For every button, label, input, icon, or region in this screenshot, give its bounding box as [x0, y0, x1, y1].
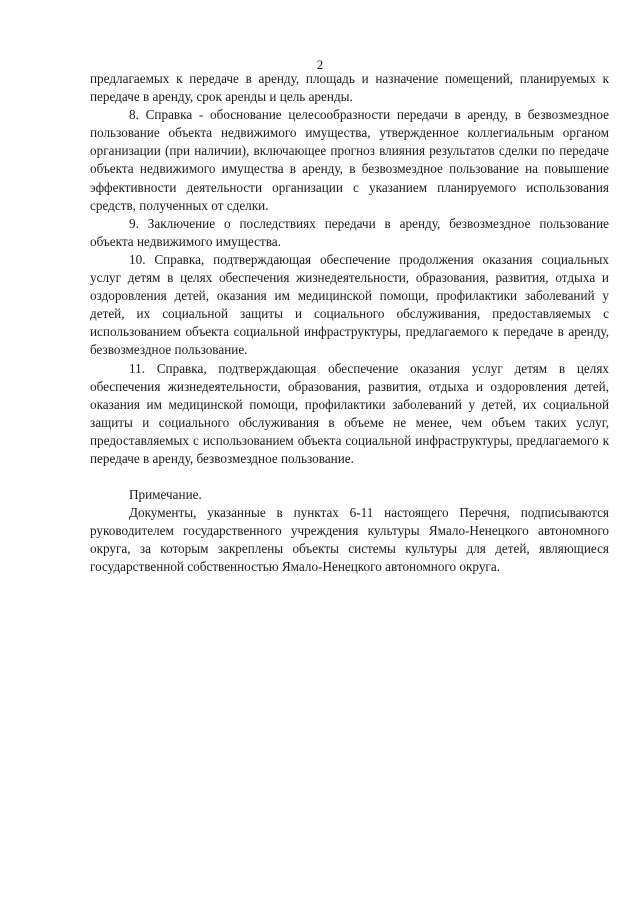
page-number: 2: [316, 57, 324, 72]
note-heading: Примечание.: [129, 487, 202, 503]
list-item-9: 9. Заключение о последствиях передачи в аренду, безвозмездное пользование объекта недвижимого имущества.: [90, 215, 609, 249]
list-item-10: 10. Справка, подтверждающая обеспечение продолжения оказания социальных услуг детям в целях обеспечения жизнедеятельности, образования, развития, отдыха и оздоровления детей, оказания им медицинской помощи, профилактики заболеваний у детей, их социальной защиты и социального обслуживания, предоставляемых с использованием объекта социальной инфраструктуры, предлагаемого к передаче в аренду, безвозмездное пользование.: [90, 251, 609, 358]
paragraph-continuation: предлагаемых к передаче в аренду, площадь и назначение помещений, планируемых к передаче в аренду, срок аренды и цель аренды.: [90, 71, 609, 105]
document-body: [90, 70, 609, 577]
spacer: [90, 468, 609, 486]
list-item-8: 8. Справка - обоснование целесообразности передачи в аренду, в безвозмездное пользование объекта недвижимого имущества, утвержденное коллегиальным органом организации (при наличии), включающее прогноз влияния результатов сделки по передаче объекта недвижимого имущества в аренду, в безвозмездное пользование на повышение эффективности деятельности организации с указанием планируемого использования средств, полученных от сделки.: [90, 107, 609, 213]
note-text: Документы, указанные в пунктах 6-11 настоящего Перечня, подписываются руководителем государственного учреждения культуры Ямало-Ненецкого автономного округа, за которым закреплены объекты системы культуры для детей, являющиеся государственной собственностью Ямало-Ненецкого автономного округа.: [90, 505, 609, 575]
list-item-11: 11. Справка, подтверждающая обеспечение оказания услуг детям в целях обеспечения жизнедеятельности, образования, развития, отдыха и оздоровления детей, оказания им медицинской помощи, профилактики заболеваний у детей, их социальной защиты и социального обслуживания в объеме не менее, чем объем таких услуг, предоставляемых с использованием объекта социальной инфраструктуры, предлагаемого к передаче в аренду, безвозмездное пользование.: [90, 360, 609, 466]
